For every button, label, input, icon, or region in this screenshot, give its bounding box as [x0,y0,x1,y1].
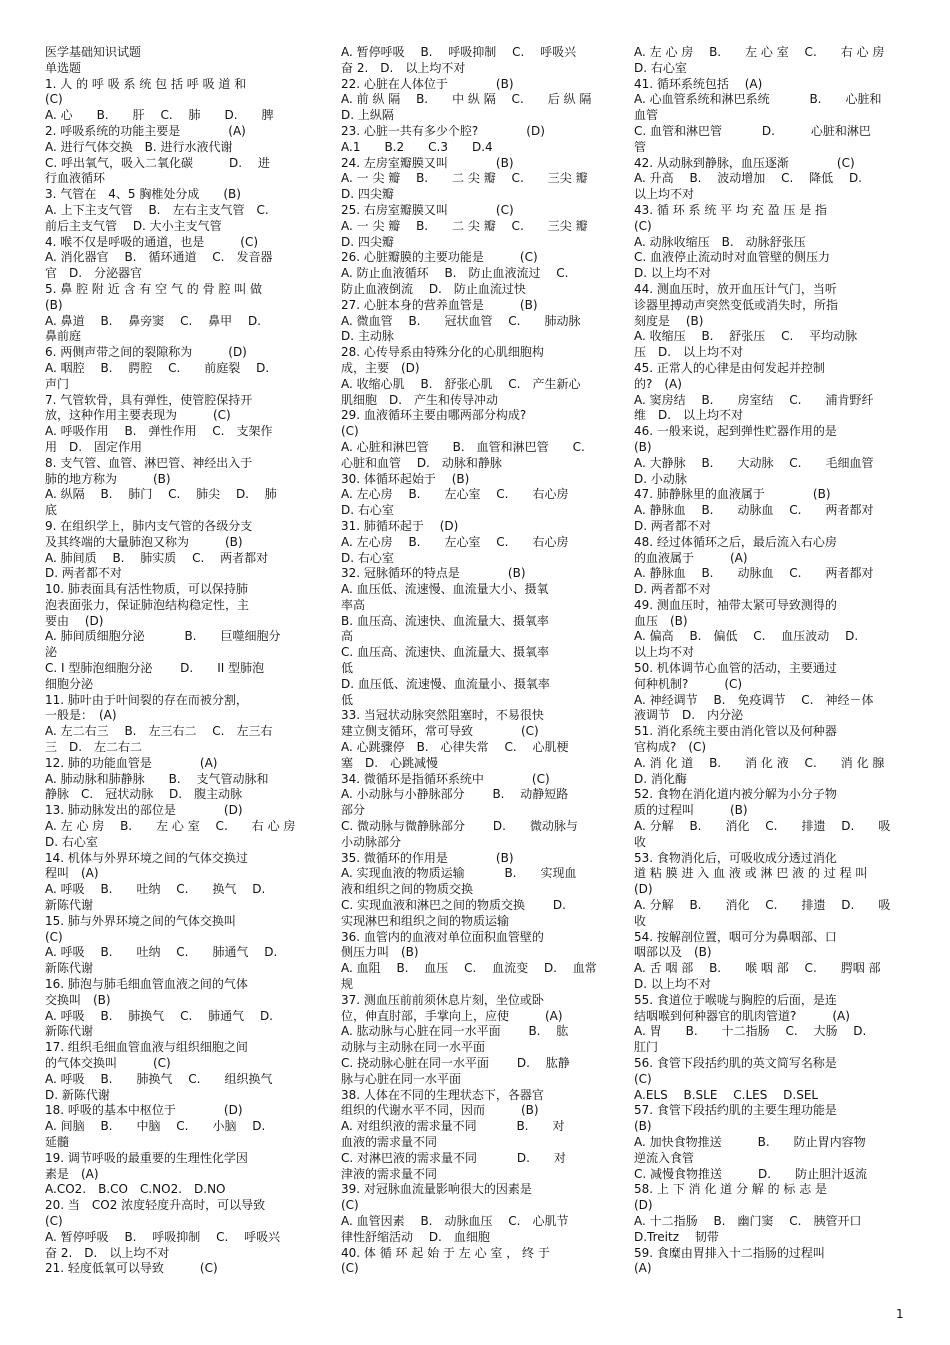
text-line: 5. 鼻 腔 附 近 含 有 空 气 的 骨 腔 叫 做 [45,281,263,296]
text-line: 程叫 (A) [45,866,99,881]
text-line: 三 D. 左二右二 [45,740,143,755]
text-line: D. 右心室 [341,503,394,518]
text-line: D. 两者都不对 [45,566,122,581]
text-line: A. 小动脉与小静脉部分 B. 动静短路 [341,787,569,802]
text-line: 43. 循 环 系 统 平 均 充 盈 压 是 指 [634,202,828,217]
text-line: A. 上下主支气管 B. 左右主支气管 C. [45,202,269,217]
text-line: 52. 食物在消化道内被分解为小分子物 [634,787,837,802]
text-line: 部分 [341,803,366,818]
text-line: 2. 呼吸系统的功能主要是 (A) [45,123,246,138]
text-line: A. 血阻 B. 血压 C. 血流变 D. 血常 [341,961,597,976]
text-line: A. 对组织液的需求量不同 B. 对 [341,1119,565,1134]
text-line: A. 呼吸 B. 肺换气 C. 肺通气 D. [45,1008,273,1023]
text-line: D. 两者都不对 [634,582,711,597]
text-line: (C) [45,92,63,107]
text-line: 1. 人 的 呼 吸 系 统 包 括 呼 吸 道 和 [45,76,247,91]
text-line: D. 右心室 [634,60,687,75]
text-line: 的血液属于 (A) [634,550,748,565]
text-line: 12. 肺的功能血管是 (A) [45,755,218,770]
text-line: 成，主要 (D) [341,360,420,375]
text-line: A. 一 尖 瓣 B. 二 尖 瓣 C. 三尖 瓣 [341,218,588,233]
text-line: A. 动脉收缩压 B. 动脉舒张压 [634,234,806,249]
text-line: 泡表面张力，保证肺泡结构稳定性，主 [45,597,250,612]
text-line: 素是 (A) [45,1166,99,1181]
text-line: 24. 左房室瓣膜又叫 (B) [341,155,514,170]
text-line: 血压 (B) [634,613,688,628]
text-line: 的气体交换叫 (C) [45,1056,171,1070]
text-line: 57. 食管下段括约肌的主要生理功能是 [634,1103,837,1118]
text-line: (B) [634,1119,652,1134]
text-line: D. 消化酶 [634,771,687,786]
text-line: 48. 经过体循环之后，最后流入右心房 [634,534,837,549]
text-line: A. 升高 B. 波动增加 C. 降低 D. [634,171,862,186]
text-line: D. 血压低、流速慢、血流量小、摄氧率 [341,676,550,691]
text-line: 医学基础知识试题 [45,45,142,59]
text-line: 18. 呼吸的基本中枢位于 (D) [45,1103,243,1118]
text-line: 诊器里搏动声突然变低或消失时，所指 [634,297,839,312]
text-line: 津液的需求量不同 [341,1166,438,1181]
text-line: 7. 气管软骨，具有弹性，使管腔保持开 [45,392,253,407]
text-line: 建立侧支循环，常可导致 (C) [341,724,539,739]
text-line: A. 微血管 B. 冠状血管 C. 肺动脉 [341,313,581,328]
text-line: A. 肺间质 B. 肺实质 C. 两者都对 [45,550,269,565]
text-line: 刻度是 (B) [634,313,704,328]
text-line: 3. 气管在 4、5 胸椎处分成 (B) [45,187,241,202]
column-1 [45,45,313,1277]
text-line: 33. 当冠状动脉突然阻塞时，不易很快 [341,708,544,723]
text-line: 脉与心脏在同一水平面 [341,1071,462,1086]
text-line: 11. 肺叶由于叶间裂的存在而被分割， [45,692,248,707]
text-line: 交换叫 (B) [45,992,111,1007]
text-line: 鼻前庭 [45,329,82,344]
text-line: D. 小动脉 [634,471,687,486]
text-line: (C) [341,424,359,439]
text-line: A. 鼻道 B. 鼻旁窦 C. 鼻甲 D. [45,313,261,328]
text-line: A. 静脉血 B. 动脉血 C. 两者都对 [634,503,874,518]
text-line: 21. 轻度低氧可以导致 (C) [45,1261,218,1276]
text-line: A. 前 纵 隔 B. 中 纵 隔 C. 后 纵 隔 [341,92,592,107]
text-line: A. 呼吸 B. 吐纳 C. 肺通气 D. [45,945,278,960]
text-line: A. 神经调节 B. 免疫调节 C. 神经－体 [634,692,874,707]
text-line: 维 D. 以上均不对 [634,408,744,423]
text-line: A. 收缩压 B. 舒张压 C. 平均动脉 [634,329,858,344]
text-line: (C) [634,218,652,233]
text-line: 放，这种作用主要表现为 (C) [45,408,231,423]
text-line: C. 实现血液和淋巴之间的物质交换 D. [341,898,566,913]
text-line: A. 肺间质细胞分泌 B. 巨噬细胞分 [45,629,281,644]
text-line: A. 心脏和淋巴管 B. 血管和淋巴管 C. [341,439,585,454]
text-line: 28. 心传导系由特殊分化的心肌细胞构 [341,345,544,360]
text-line: 延髓 [45,1134,70,1149]
text-line: 液和组织之间的物质交换 [341,882,474,897]
text-line: 逆流入食管 [634,1150,695,1165]
text-line: 29. 血液循环主要由哪两部分构成? [341,408,527,423]
text-line: A. 心血管系统和淋巴系统 B. 心脏和 [634,92,882,107]
text-line: A. 分解 B. 消化 C. 排遗 D. 吸 [634,898,891,913]
text-line: 实现淋巴和组织之间的物质运输 [341,913,510,928]
text-line: A. 大静脉 B. 大动脉 C. 毛细血管 [634,455,874,470]
text-line: C. 减慢食物推送 D. 防止胆汁返流 [634,1166,868,1181]
text-line: 低 [341,692,354,707]
text-line: 以上均不对 [634,645,695,660]
text-line: (C) [341,1261,359,1276]
column-3 [634,45,907,1277]
text-line: 声门 [45,376,70,391]
text-line: 一般是： (A) [45,708,117,723]
text-line: 9. 在组织学上，肺内支气管的各级分支 [45,518,253,533]
text-line: 38. 人体在不同的生理状态下，各器官 [341,1087,544,1102]
text-line: 单选题 [45,60,82,75]
text-line: 位，伸直肘部，手掌向上，应使 (A) [341,1008,563,1023]
text-line: 14. 机体与外界环境之间的气体交换过 [45,850,248,865]
text-line: A. 肱动脉与心脏在同一水平面 B. 肱 [341,1024,569,1039]
text-line: 规 [341,977,354,992]
text-line: 30. 体循环起始于 (B) [341,471,470,486]
text-line: C. 对淋巴液的需求量不同 D. 对 [341,1150,566,1165]
text-line: 细胞分泌 [45,676,94,691]
text-line: 20. 当 CO2 浓度轻度升高时，可以导致 [45,1198,266,1213]
text-line: A. 心跳骤停 B. 心律失常 C. 心肌梗 [341,740,569,755]
text-line: 26. 心脏瓣膜的主要功能是 (C) [341,250,538,265]
text-line: 用 D. 固定作用 [45,439,143,454]
text-line: A. 静脉血 B. 动脉血 C. 两者都对 [634,566,874,581]
text-line: 以上均不对 [634,187,695,202]
text-line: A. 胃 B. 十二指肠 C. 大肠 D. [634,1024,867,1039]
text-line: 10. 肺表面具有活性物质，可以保持肺 [45,582,248,597]
column-2 [341,45,613,1277]
text-line: 血管 [634,108,659,123]
text-line: 塞 D. 心跳减慢 [341,755,439,770]
text-line: A. 窦房结 B. 房室结 C. 浦肯野纤 [634,392,874,407]
text-line: 液调节 D. 内分泌 [634,708,744,723]
text-line: 53. 食物消化后，可吸收成分透过消化 [634,850,837,865]
text-line: (D) [634,1198,653,1213]
text-line: 17. 组织毛细血管血液与组织细胞之间 [45,1040,248,1055]
text-line: 58. 上 下 消 化 道 分 解 的 标 志 是 [634,1182,828,1197]
text-line: A. 防止血液循环 B. 防止血液流过 C. [341,266,569,281]
text-line: 15. 肺与外界环境之间的气体交换叫 [45,913,236,928]
text-line: (C) [634,1071,652,1086]
text-line: D. 上纵隔 [341,108,394,123]
text-line: 4. 喉不仅是呼吸的通道，也是 (C) [45,234,259,249]
text-line: A. 左心房 B. 左心室 C. 右心房 [341,534,569,549]
text-line: D. 新陈代谢 [45,1087,110,1102]
text-line: (B) [45,297,63,312]
text-line: 44. 测血压时，放开血压计气门，当听 [634,281,837,296]
text-line: 27. 心脏本身的营养血管是 (B) [341,297,538,312]
text-line: A. 纵隔 B. 肺门 C. 肺尖 D. 肺 [45,487,277,502]
text-line: A. 左二右三 B. 左三右二 C. 左三右 [45,724,273,739]
text-line: A. 呼吸 B. 肺换气 C. 组织换气 [45,1071,273,1086]
text-line: 官构成? (C) [634,740,707,755]
text-line: 泌 [45,645,58,660]
text-line: 42. 从动脉到静脉，血压逐渐 (C) [634,155,855,170]
text-line: 道 粘 膜 进 入 血 液 或 淋 巴 液 的 过 程 叫 [634,866,868,881]
text-line: 侧压力叫 (B) [341,945,419,960]
text-line: (C) [45,1213,63,1228]
text-line: 奋 2. D. 以上均不对 [341,60,466,75]
text-line: 46. 一般来说，起到弹性贮器作用的是 [634,424,837,439]
text-line: A. 咽腔 B. 腭腔 C. 前庭裂 D. [45,360,270,375]
text-line: 16. 肺泡与肺毛细血管血液之间的气体 [45,977,248,992]
text-line: 39. 对冠脉血流量影响很大的因素是 [341,1182,532,1197]
text-line: C. 挠动脉心脏在同一水平面 D. 肱静 [341,1056,570,1070]
text-line: 31. 肺循环起于 (D) [341,518,459,533]
text-line: A. 左 心 房 B. 左 心 室 C. 右 心 房 [634,45,885,59]
text-line: 高 [341,629,354,644]
text-line: 35. 微循环的作用是 (B) [341,850,514,865]
text-line: 率高 [341,597,366,612]
text-line: 底 [45,503,58,518]
text-line: A. 舌 咽 部 B. 喉 咽 部 C. 腭咽 部 [634,961,881,976]
text-line: 25. 右房室瓣膜又叫 (C) [341,202,514,217]
text-line: (D) [634,882,653,897]
text-line: 22. 心脏在人体位于 (B) [341,76,514,91]
text-line: 何种机制? (C) [634,676,743,691]
text-line: 奋 2. D. 以上均不对 [45,1245,170,1260]
text-line: C. I 型肺泡细胞分泌 D. II 型肺泡 [45,661,265,676]
text-line: 前后主支气管 D. 大小主支气管 [45,218,222,233]
text-line: 心脏和血管 D. 动脉和静脉 [341,455,502,470]
text-line: 36. 血管内的血液对单位面积血管壁的 [341,929,544,944]
text-line: 管 [634,139,647,154]
text-line: B. 血压高、流速快、血流量大、摄氧率 [341,613,549,628]
text-line: 组织的代谢水平不同，因而 (B) [341,1103,539,1118]
text-line: 质的过程叫 (B) [634,803,748,818]
text-line: A. 偏高 B. 偏低 C. 血压波动 D. [634,629,859,644]
text-line: A. 呼吸 B. 吐纳 C. 换气 D. [45,882,266,897]
text-line: A. 一 尖 瓣 B. 二 尖 瓣 C. 三尖 瓣 [341,171,588,186]
text-line: C. 血液停止流动时对血管壁的侧压力 [634,250,831,265]
text-line: 肛门 [634,1040,659,1055]
text-line: 54. 按解剖位置，咽可分为鼻咽部、口 [634,929,837,944]
text-line: 收 [634,834,647,849]
text-line: 13. 肺动脉发出的部位是 (D) [45,803,243,818]
text-line: 结咽喉到何种器官的肌肉管道? (A) [634,1008,850,1023]
text-line: C. 血管和淋巴管 D. 心脏和淋巴 [634,123,871,138]
text-line: (C) [341,1198,359,1213]
text-line: 压 D. 以上均不对 [634,345,744,360]
text-line: D. 右心室 [45,834,98,849]
text-line: 律性舒缩活动 D. 血细胞 [341,1229,490,1244]
text-line: 37. 测血压前前须休息片刻，坐位或卧 [341,992,544,1007]
text-line: 小动脉部分 [341,834,402,849]
text-line: A. 收缩心肌 B. 舒张心肌 C. 产生新心 [341,376,581,391]
text-line: C. 血压高、流速快、血流量大、摄氧率 [341,645,550,660]
text-line: A. 十二指肠 B. 幽门窦 C. 胰管开口 [634,1213,862,1228]
text-line: 59. 食糜由胃排入十二指肠的过程叫 [634,1245,825,1260]
text-line: 新陈代谢 [45,898,94,913]
text-line: 静脉 C. 冠状动脉 D. 腹主动脉 [45,787,243,802]
text-line: 23. 心脏一共有多少个腔? (D) [341,123,545,138]
text-line: 收 [634,913,647,928]
text-line: D. 以上均不对 [634,977,711,992]
text-line: D. 主动脉 [341,329,394,344]
text-line: D. 四尖瓣 [341,187,394,202]
text-line: D. 以上均不对 [634,266,711,281]
text-line: A. 左 心 房 B. 左 心 室 C. 右 心 房 [45,819,296,834]
text-line: D. 右心室 [341,550,394,565]
text-line: 官 D. 分泌器官 [45,266,143,281]
text-line: A. 间脑 B. 中脑 C. 小脑 D. [45,1119,266,1134]
text-line: A. 血管因素 B. 动脉血压 C. 心肌节 [341,1213,569,1228]
text-line: 41. 循环系统包括 (A) [634,76,763,91]
text-line: 肺的地方称为 (B) [45,471,171,486]
page-number: 1 [896,1307,904,1321]
text-line: C. 微动脉与微静脉部分 D. 微动脉与 [341,819,578,834]
text-line: 的? (A) [634,376,682,391]
text-line: 行血液循环 [45,171,106,186]
text-line: 45. 正常人的心律是由何发起并控制 [634,360,825,375]
text-line: 动脉与主动脉在同一水平面 [341,1040,486,1055]
text-line: 50. 机体调节心血管的活动，主要通过 [634,661,837,676]
text-line: A. 消化器官 B. 循环通道 C. 发音器 [45,250,273,265]
text-line: D. 四尖瓣 [341,234,394,249]
text-line: 6. 两侧声带之间的裂隙称为 (D) [45,345,247,360]
text-line: 8. 支气管、血管、淋巴管、神经出入于 [45,455,253,470]
text-line: D. 两者都不对 [634,518,711,533]
text-line: A. 实现血液的物质运输 B. 实现血 [341,866,577,881]
text-line: A. 分解 B. 消化 C. 排遗 D. 吸 [634,819,891,834]
text-line: 55. 食道位于喉咙与胸腔的后面，是连 [634,992,837,1007]
text-line: A.CO2. B.CO C.NO2. D.NO [45,1182,226,1197]
text-line: (A) [634,1261,652,1276]
text-line: 防止血液倒流 D. 防止血流过快 [341,281,526,296]
text-line: 32. 冠脉循环的特点是 (B) [341,566,526,581]
text-line: A. 消 化 道 B. 消 化 液 C. 消 化 腺 [634,755,885,770]
text-line: 咽部以及 (B) [634,945,712,960]
text-line: 49. 测血压时，袖带太紧可导致测得的 [634,597,837,612]
text-line: 血液的需求量不同 [341,1134,438,1149]
text-line: 19. 调节呼吸的最重要的生理性化学因 [45,1150,248,1165]
text-line: A. 加快食物推送 B. 防止胃内容物 [634,1134,866,1149]
text-line: 34. 微循环是指循环系统中 (C) [341,771,550,786]
text-line: D.Treitz 韧带 [634,1229,719,1244]
text-line: A.1 B.2 C.3 D.4 [341,139,493,154]
text-line: 新陈代谢 [45,1024,94,1039]
text-line: 40. 体 循 环 起 始 于 左 心 室 ， 终 于 [341,1245,550,1260]
text-line: 新陈代谢 [45,961,94,976]
text-line: A. 暂停呼吸 B. 呼吸抑制 C. 呼吸兴 [45,1229,281,1244]
text-line: A. 左心房 B. 左心室 C. 右心房 [341,487,569,502]
text-line: A. 肺动脉和肺静脉 B. 支气管动脉和 [45,771,269,786]
text-line: 56. 食管下段括约肌的英文简写名称是 [634,1056,837,1070]
text-line: (C) [45,929,63,944]
text-line: 要由 (D) [45,613,104,628]
text-line: C. 呼出氧气，吸入二氧化碳 D. 进 [45,155,270,170]
text-line: A. 进行气体交换 B. 进行水液代谢 [45,139,233,154]
text-line: A. 心 B. 肝 C. 肺 D. 脾 [45,108,274,123]
text-line: 47. 肺静脉里的血液属于 (B) [634,487,831,502]
text-line: 及其终端的大量肺泡又称为 (B) [45,534,243,549]
text-line: (B) [634,439,652,454]
text-line: A. 血压低、流速慢、血流量大小、摄氧 [341,582,549,597]
text-line: A.ELS B.SLE C.LES D.SEL [634,1087,819,1102]
text-line: 肌细胞 D. 产生和传导冲动 [341,392,499,407]
text-line: A. 呼吸作用 B. 弹性作用 C. 支架作 [45,424,273,439]
text-line: A. 暂停呼吸 B. 呼吸抑制 C. 呼吸兴 [341,45,577,59]
text-line: 低 [341,661,354,676]
text-line: 51. 消化系统主要由消化管以及何种器 [634,724,837,739]
